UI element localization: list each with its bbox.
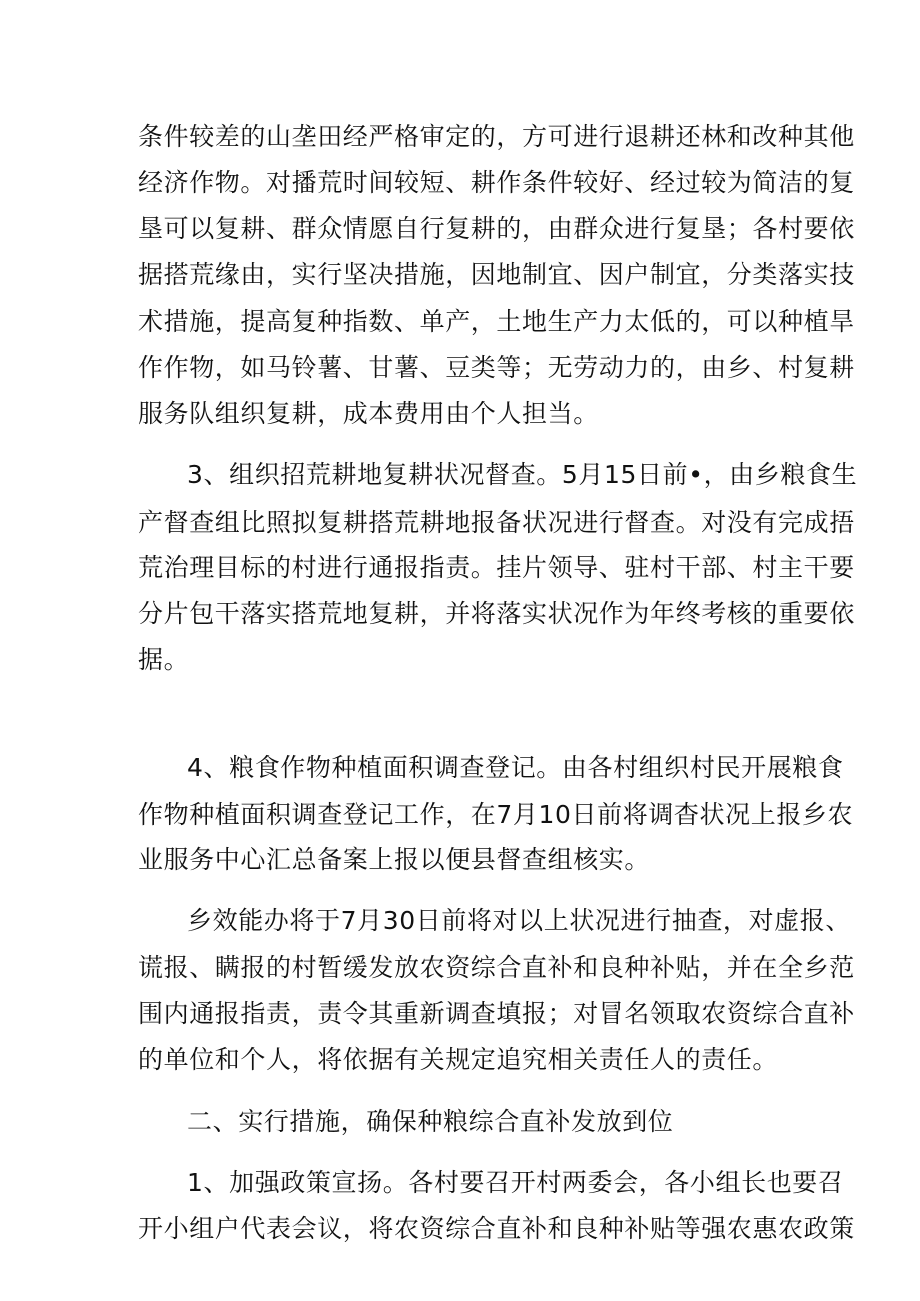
- text-line: 1、加强政策宣扬。各村要召开村两委会，各小组长也要召: [187, 1168, 844, 1197]
- text-line: 服务队组织复耕，成本费用由个人担当。: [138, 399, 599, 428]
- text-line: 谎报、瞒报的村暂缓发放农资综合直补和良种补贴，并在全乡范: [138, 953, 855, 982]
- text-line: 作作物，如马铃薯、甘薯、豆类等；无劳动力的，由乡、村复耕: [138, 353, 855, 382]
- text-line: 业服务中心汇总备案上报以便县督查组核实。: [138, 845, 651, 874]
- section-heading: 二、实行措施，确保种粮综合直补发放到位: [187, 1107, 674, 1136]
- text-line: 乡效能办将于7月30日前将对以上状况进行抽查，对虚报、: [187, 906, 851, 935]
- text-line: 术措施，提高复种指数、单产，土地生产力太低的，可以种植旱: [138, 307, 855, 336]
- text-line: 产督查组比照拟复耕搭荒耕地报备状况进行督查。对没有完成捂: [138, 508, 855, 537]
- text-line: 的单位和个人，将依据有关规定追究相关责任人的责任。: [138, 1045, 779, 1074]
- text-line: 4、粮食作物种植面积调查登记。由各村组织村民开展粮食: [187, 753, 844, 782]
- text-line: 开小组户代表会议，将农资综合直补和良种补贴等强农惠农政策: [138, 1214, 855, 1243]
- text-line: 垦可以复耕、群众情愿自行复耕的，由群众进行复垦；各村要依: [138, 214, 855, 243]
- text-line: 条件较差的山垄田经严格审定的，方可进行退耕还林和改种其他: [138, 122, 855, 151]
- text-line: 据搭荒缘由，实行坚决措施，因地制宜、因户制宜，分类落实技: [138, 260, 855, 289]
- text-line: 据。: [138, 645, 190, 674]
- text-line: 围内通报指责，责令其重新调查填报；对冒名领取农资综合直补: [138, 999, 855, 1028]
- text-line: 作物种植面积调查登记工作，在7月10日前将调杳状况上报乡农: [138, 800, 854, 829]
- text-line: 3、组织招荒耕地复耕状况督查。5月15日前•，由乡粮食生: [187, 460, 858, 489]
- text-line: 经济作物。对播荒时间较短、耕作条件较好、经过较为简洁的复: [138, 168, 855, 197]
- text-line: 分片包干落实搭荒地复耕，并将落实状况作为年终考核的重要依: [138, 599, 855, 628]
- text-line: 荒治理目标的村进行通报指责。挂片领导、驻村干部、村主干要: [138, 553, 855, 582]
